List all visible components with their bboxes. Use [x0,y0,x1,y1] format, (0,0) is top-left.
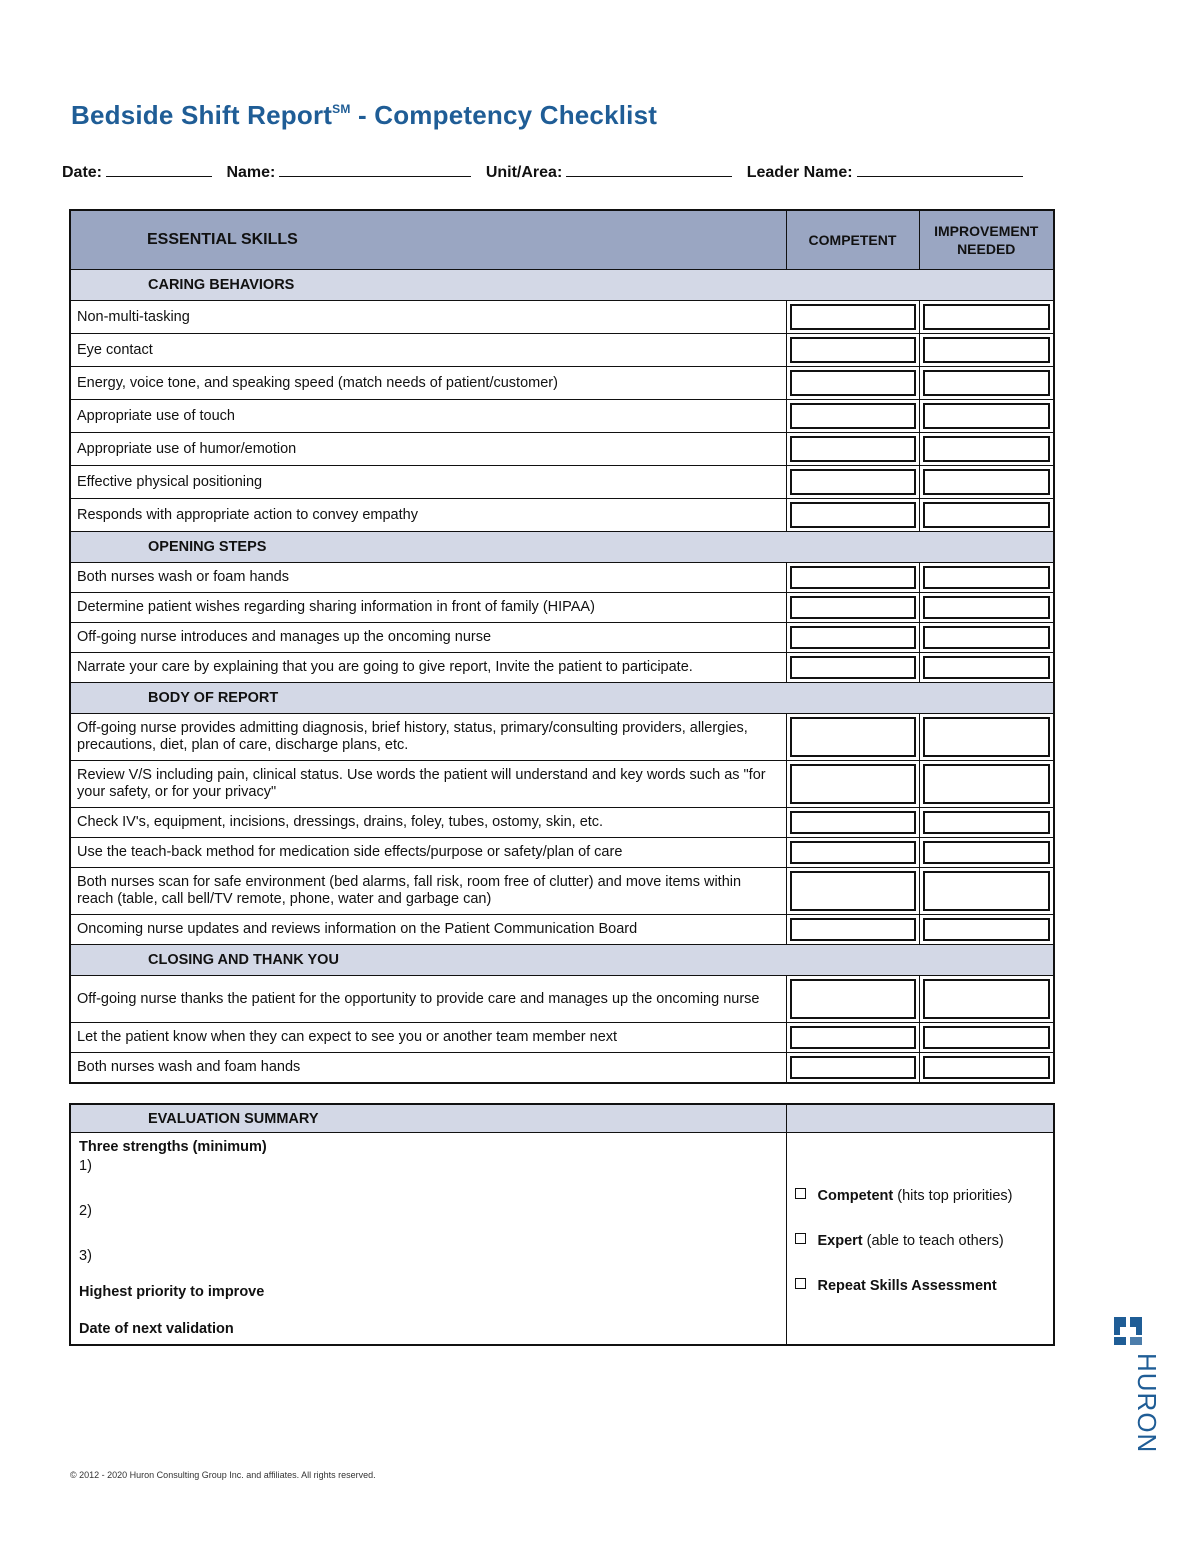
competent-checkbox[interactable] [790,841,916,864]
skill-label: Non-multi-tasking [70,301,786,334]
skill-label: Both nurses wash and foam hands [70,1053,786,1084]
competent-checkbox[interactable] [790,502,916,528]
skill-label: Narrate your care by explaining that you are going to give report, Invite the patient to participate. [70,653,786,683]
competent-checkbox[interactable] [790,656,916,679]
improvement-checkbox[interactable] [923,304,1051,330]
skill-row [70,1023,1054,1053]
skill-row [70,653,1054,683]
skill-label: Eye contact [70,334,786,367]
improvement-checkbox[interactable] [923,1056,1051,1079]
page-title: Bedside Shift Report℠ - Competency Checklist [71,100,658,130]
skill-label: Appropriate use of touch [70,400,786,433]
skill-row [70,808,1054,838]
section-title: CARING BEHAVIORS [70,270,1054,301]
date-field[interactable]: Date: [62,162,212,182]
skill-row [70,433,1054,466]
skill-row [70,976,1054,1023]
improvement-checkbox[interactable] [923,871,1051,911]
competent-header: COMPETENT [786,210,919,270]
skill-label: Both nurses scan for safe environment (bed alarms, fall risk, room free of clutter) and move items within reach (table, call bell/TV remote, phone, water and garbage can) [70,868,786,915]
competent-checkbox[interactable] [790,979,916,1019]
huron-logo [1112,1315,1162,1455]
skill-row [70,466,1054,499]
skill-label: Effective physical positioning [70,466,786,499]
section-header [70,945,1054,976]
option-expert[interactable]: Expert (able to teach others) [795,1233,1004,1249]
evaluation-header [70,1104,1054,1133]
skill-label: Both nurses wash or foam hands [70,563,786,593]
header-fields [62,162,1052,182]
skill-label: Off-going nurse thanks the patient for the opportunity to provide care and manages up the oncoming nurse [70,976,786,1023]
improvement-needed-header: IMPROVEMENT NEEDED [919,210,1054,270]
skill-label: Off-going nurse introduces and manages up the oncoming nurse [70,623,786,653]
skill-row [70,301,1054,334]
skill-row [70,623,1054,653]
unit-area-field[interactable]: Unit/Area: [486,162,732,182]
competent-checkbox[interactable] [790,566,916,589]
section-header [70,683,1054,714]
skill-row [70,714,1054,761]
improvement-checkbox[interactable] [923,811,1051,834]
improvement-checkbox[interactable] [923,436,1051,462]
improvement-checkbox[interactable] [923,626,1051,649]
competent-checkbox[interactable] [790,436,916,462]
skill-label: Energy, voice tone, and speaking speed (match needs of patient/customer) [70,367,786,400]
skill-row [70,367,1054,400]
competent-checkbox[interactable] [790,871,916,911]
improvement-checkbox[interactable] [923,656,1051,679]
improvement-checkbox[interactable] [923,502,1051,528]
improvement-checkbox[interactable] [923,596,1051,619]
priority-label: Highest priority to improve [79,1284,265,1300]
skill-label: Check IV's, equipment, incisions, dressings, drains, foley, tubes, ostomy, skin, etc. [70,808,786,838]
improvement-checkbox[interactable] [923,1026,1051,1049]
skill-label: Review V/S including pain, clinical status. Use words the patient will understand and key words such as "for your safety, or for your privacy" [70,761,786,808]
skill-label: Off-going nurse provides admitting diagnosis, brief history, status, primary/consulting providers, allergies, precautions, diet, plan of care, discharge plans, etc. [70,714,786,761]
strength-3: 3) [79,1248,92,1264]
strength-1: 1) [79,1158,92,1174]
skill-row [70,838,1054,868]
improvement-checkbox[interactable] [923,337,1051,363]
improvement-checkbox[interactable] [923,370,1051,396]
improvement-checkbox[interactable] [923,717,1051,757]
skill-row [70,593,1054,623]
competent-checkbox[interactable] [790,764,916,804]
competent-checkbox[interactable] [790,403,916,429]
competent-checkbox[interactable] [790,918,916,941]
skill-row [70,499,1054,532]
evaluation-options [786,1133,1054,1345]
skill-row [70,400,1054,433]
table-header [70,210,1054,270]
evaluation-summary-title: EVALUATION SUMMARY [70,1104,786,1133]
competent-checkbox[interactable] [790,811,916,834]
checkbox-icon[interactable] [795,1188,806,1199]
skill-label: Let the patient know when they can expect to see you or another team member next [70,1023,786,1053]
skill-label: Use the teach-back method for medication side effects/purpose or safety/plan of care [70,838,786,868]
option-repeat-assessment[interactable]: Repeat Skills Assessment [795,1278,997,1294]
section-header [70,532,1054,563]
evaluation-notes[interactable] [70,1133,786,1345]
competent-checkbox[interactable] [790,469,916,495]
section-title: BODY OF REPORT [70,683,1054,714]
improvement-checkbox[interactable] [923,979,1051,1019]
skill-row [70,1053,1054,1084]
skill-row [70,868,1054,915]
section-title: CLOSING AND THANK YOU [70,945,1054,976]
skill-row [70,563,1054,593]
checkbox-icon[interactable] [795,1278,806,1289]
section-title: OPENING STEPS [70,532,1054,563]
competent-checkbox[interactable] [790,717,916,757]
improvement-checkbox[interactable] [923,918,1051,941]
strength-2: 2) [79,1203,92,1219]
skill-row [70,915,1054,945]
competent-checkbox[interactable] [790,370,916,396]
skill-row [70,761,1054,808]
skill-row [70,334,1054,367]
competent-checkbox[interactable] [790,626,916,649]
competent-checkbox[interactable] [790,1026,916,1049]
skill-label: Oncoming nurse updates and reviews information on the Patient Communication Board [70,915,786,945]
copyright-footer: © 2012 - 2020 Huron Consulting Group Inc. and affiliates. All rights reserved. [70,1470,376,1480]
section-header [70,270,1054,301]
logo-wordmark: HURON [1132,1353,1162,1454]
evaluation-summary-table [69,1103,1055,1346]
improvement-checkbox[interactable] [923,566,1051,589]
leader-name-field[interactable]: Leader Name: [747,162,1023,182]
checkbox-icon[interactable] [795,1233,806,1244]
competent-checkbox[interactable] [790,596,916,619]
name-field[interactable]: Name: [226,162,471,182]
skill-label: Determine patient wishes regarding sharing information in front of family (HIPAA) [70,593,786,623]
competent-checkbox[interactable] [790,304,916,330]
competent-checkbox[interactable] [790,1056,916,1079]
improvement-checkbox[interactable] [923,469,1051,495]
improvement-checkbox[interactable] [923,403,1051,429]
option-competent[interactable]: Competent (hits top priorities) [795,1188,1013,1204]
improvement-checkbox[interactable] [923,841,1051,864]
skill-label: Appropriate use of humor/emotion [70,433,786,466]
strengths-label: Three strengths (minimum) [79,1139,267,1155]
next-validation-label: Date of next validation [79,1321,234,1337]
competent-checkbox[interactable] [790,337,916,363]
improvement-checkbox[interactable] [923,764,1051,804]
skill-label: Responds with appropriate action to convey empathy [70,499,786,532]
essential-skills-header: ESSENTIAL SKILLS [70,210,786,270]
competency-table [69,209,1055,1084]
